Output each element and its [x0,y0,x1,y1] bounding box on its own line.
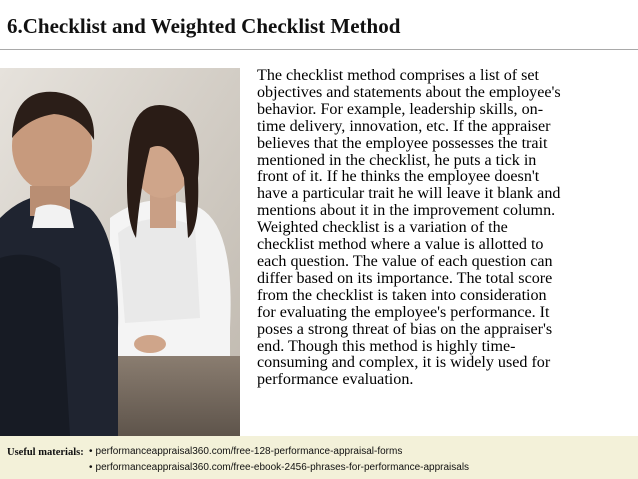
body-line: mentioned in the checklist, he puts a tick in [257,151,537,169]
title-divider [0,49,638,50]
body-line: consuming and complex, it is widely used for [257,354,551,372]
body-line: objectives and statements about the employee's [257,83,561,101]
body-line: have a particular trait he will leave it blank and [257,185,561,203]
body-line: front of it. If he thinks the employee doesn't [257,168,540,186]
footer-link-text[interactable]: performanceappraisal360.com/free-ebook-2456-phrases-for-performance-appraisals [95,462,470,473]
body-line: time delivery, innovation, etc. If the appraiser [257,117,551,135]
useful-materials-footer [0,436,638,479]
body-line: behavior. For example, leadership skills, on- [257,100,544,118]
body-line: The checklist method comprises a list of set [257,67,540,84]
body-line: Weighted checklist is a variation of the [257,219,508,237]
body-paragraph [257,68,633,389]
footer-label-text: Useful materials [7,447,81,458]
bullet-icon: • [89,446,93,457]
footer-label [7,447,84,458]
footer-link-forms[interactable] [89,446,402,457]
body-line: end. Though this method is highly time- [257,337,516,355]
footer-link-ebook[interactable] [89,462,469,473]
footer-label-separator: : [80,447,84,458]
body-line: poses a strong threat of bias on the appraiser's [257,320,553,338]
body-line: performance evaluation. [257,371,414,389]
body-line: from the checklist is taken into consideration [257,286,547,304]
body-line: checklist method where a value is allotted to [257,236,544,254]
body-line: differ based on its importance. The total score [257,269,553,287]
body-line: each question. The value of each question can [257,252,553,270]
slide-title: 6.Checklist and Weighted Checklist Method [7,14,401,38]
body-line: mentions about it in the improvement column. [257,202,556,220]
footer-link-text[interactable]: performanceappraisal360.com/free-128-performance-appraisal-forms [95,446,403,457]
body-line: for evaluating the employee's performance. It [257,303,550,321]
body-line: believes that the employee possesses the trait [257,134,548,152]
interview-photo [0,68,240,436]
bullet-icon: • [89,462,93,473]
